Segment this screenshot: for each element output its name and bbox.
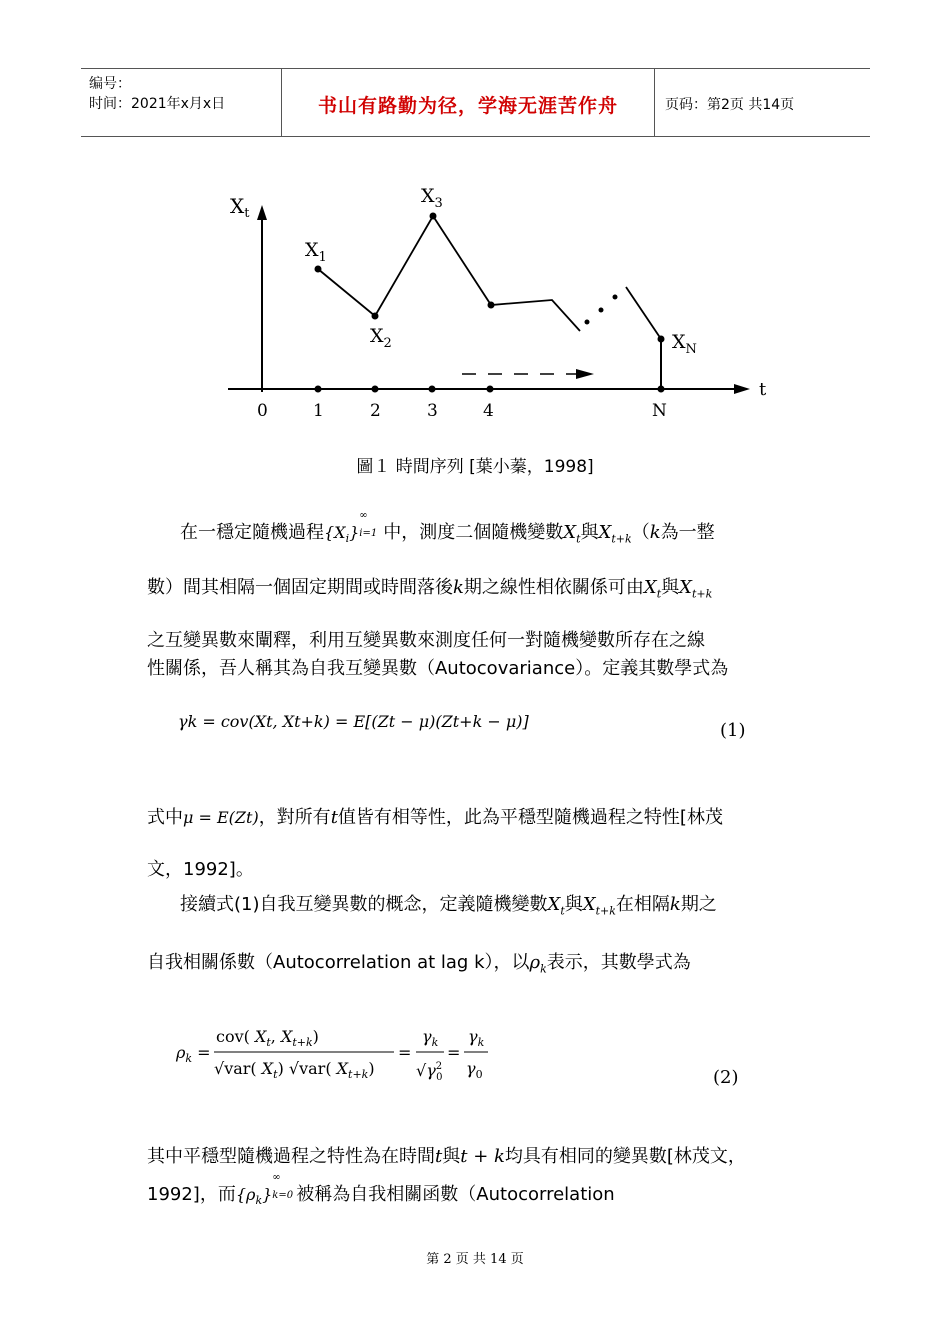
paragraph-2-line-2: 文，1992]。 xyxy=(147,859,254,880)
ellipsis-dot-3 xyxy=(613,295,618,300)
paragraph-1-line-4: 性關係，吾人稱其為自我互變異數（Autocovariance）。定義其數學式為 xyxy=(147,658,729,679)
point-label-x1: $X_1$ xyxy=(305,239,327,265)
series-line-main xyxy=(318,216,580,331)
paragraph-2-line-1: 式中μ = E(Zt)，對所有t值皆有相等性，此為平穩型隨機過程之特性[林茂 xyxy=(147,807,723,828)
paragraph-1-line-1: 在一穩定隨機過程$\{X_i\}$ ∞ i=1 中，測度二個隨機變數$X_t$與$X_{t+k}(k$為一整 xyxy=(180,510,715,546)
axis-dot-1 xyxy=(315,386,322,393)
figure-caption: 圖１ 時間序列 [葉小蓁，1998] xyxy=(356,457,594,477)
dashed-arrow-head xyxy=(576,369,594,379)
svg-text:cov( Xt, Xt+k): cov( $X_t$, $X_{t+k}$) xyxy=(216,1027,319,1049)
tick-label-4: 4 xyxy=(483,401,494,421)
equation-1: γk = cov(Xt, Xt+k) = E[(Zt − μ)(Zt+k − μ)] xyxy=(178,712,529,731)
paragraph-1-line-2: 數）間其相隔一個固定期間或時間落後k期之線性相依關係可由$X_t$與$X_{t+k}$ xyxy=(147,577,713,601)
axis-dot-4 xyxy=(487,386,494,393)
y-axis-arrow xyxy=(257,205,267,220)
motto-text: 书山有路勤为径，学海无涯苦作舟 xyxy=(317,95,618,117)
point-x1 xyxy=(315,266,322,273)
series-line-tail xyxy=(626,287,661,339)
equation-2 xyxy=(170,1018,510,1084)
point-x3 xyxy=(430,213,437,220)
paragraph-4-line-2: 1992]，而$\{\rho_k\}$ ∞ k=0 被稱為自我相關函數（Autocorrelation xyxy=(147,1172,615,1208)
paragraph-4-line-1: 其中平穩型隨機過程之特性為在時間t與t + k均具有相同的變異數[林茂文， xyxy=(147,1146,746,1167)
point-x4 xyxy=(488,302,495,309)
tick-label-1: 1 xyxy=(313,401,324,421)
svg-text:γk: $\gamma_k$ xyxy=(468,1027,485,1049)
point-x2 xyxy=(372,313,379,320)
tick-label-3: 3 xyxy=(427,401,438,421)
number-label: 编号： xyxy=(89,76,131,92)
paragraph-3-line-2: 自我相關係數（Autocorrelation at lag k），以$\rho_k$表示，其數學式為 xyxy=(147,952,691,976)
y-axis-label: $X_t$ xyxy=(230,194,250,221)
equation-1-number: (1) xyxy=(720,720,746,741)
page-info: 页码：第2页 共14页 xyxy=(665,97,795,113)
svg-text:γk: $\gamma_k$ xyxy=(422,1027,439,1049)
paragraph-3-line-1: 接續式(1)自我互變異數的概念，定義隨機變數$X_t$與$X_{t+k}$在相隔k期之 xyxy=(180,894,717,918)
time-series-figure xyxy=(0,0,950,440)
set-xi: $\{X_i\}$ ∞ i=1 xyxy=(324,510,378,546)
point-label-x2: $X_2$ xyxy=(370,325,392,351)
time-label: 时间：2021年x月x日 xyxy=(89,96,226,112)
point-label-xn: $X_N$ xyxy=(672,331,697,357)
tick-label-n: N xyxy=(652,401,667,421)
svg-text:=: = xyxy=(447,1043,461,1062)
svg-text:√var( Xt) √var( Xt+k): √var( $X_t$) √var( $X_{t+k}$) xyxy=(214,1059,375,1081)
axis-dot-2 xyxy=(372,386,379,393)
x-axis-arrow xyxy=(734,384,750,394)
ellipsis-dot-1 xyxy=(585,320,590,325)
tick-label-2: 2 xyxy=(370,401,381,421)
axis-dot-3 xyxy=(429,386,436,393)
x-axis-label: t xyxy=(759,379,767,400)
point-label-x3: $X_3$ xyxy=(421,185,443,211)
tick-label-0: 0 xyxy=(257,401,268,421)
paragraph-1-line-3: 之互變異數來闡釋，利用互變異數來測度任何一對隨機變數所存在之線 xyxy=(147,630,705,651)
set-rho: $\{\rho_k\}$ ∞ k=0 xyxy=(235,1172,294,1208)
ellipsis-dot-2 xyxy=(599,308,604,313)
svg-text:=: = xyxy=(398,1043,412,1062)
equation-2-number: (2) xyxy=(713,1067,739,1088)
page-footer: 第 2 页 共 14 页 xyxy=(426,1252,524,1267)
svg-text:ρk =: $\rho_k$ = xyxy=(176,1043,211,1065)
svg-text:√γ20: $√\gamma^2$ 0 xyxy=(416,1061,443,1083)
point-xn xyxy=(658,336,665,343)
svg-text:γ0: $\gamma_0$ xyxy=(466,1059,483,1081)
